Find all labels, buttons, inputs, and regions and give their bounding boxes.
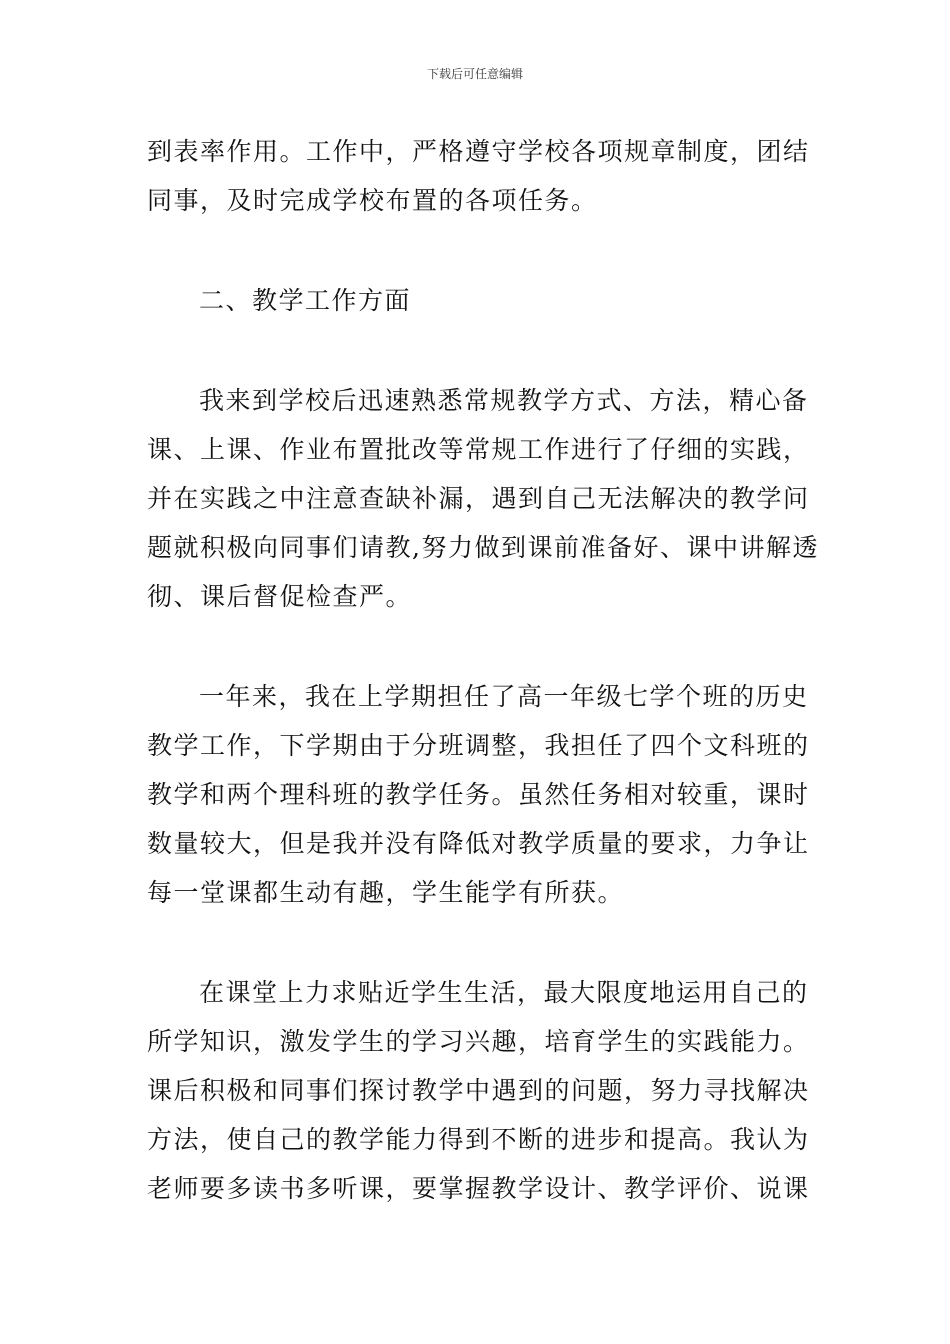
text-line: 一年来，我在上学期担任了高一年级七学个班的历史: [199, 682, 809, 711]
text-line: 同事，及时完成学校布置的各项任务。: [147, 186, 598, 215]
text-line: 教学和两个理科班的教学任务。虽然任务相对较重，课时: [147, 780, 810, 809]
paragraph-5: [147, 968, 810, 1213]
text-line: 题就积极向同事们请教,努力做到课前准备好、课中讲解透: [147, 533, 819, 562]
text-line: 老师要多读书多听课，要掌握教学设计、教学评价、说课: [147, 1174, 810, 1203]
heading-line: 二、教学工作方面: [199, 286, 412, 315]
text-line: 每一堂课都生动有趣，学生能学有所获。: [147, 878, 625, 907]
text-line: 课后积极和同事们探讨教学中遇到的问题，努力寻找解决: [147, 1076, 810, 1105]
page-header: 下载后可任意编辑: [426, 67, 523, 81]
text-line: 数量较大，但是我并没有降低对教学质量的要求，力争让: [147, 829, 810, 858]
text-line: 到表率作用。工作中，严格遵守学校各项规章制度，团结: [147, 137, 810, 166]
text-line: 彻、课后督促检查严。: [147, 582, 413, 611]
text-line: 并在实践之中注意查缺补漏，遇到自己无法解决的教学问: [147, 484, 810, 513]
text-line: 在课堂上力求贴近学生生活，最大限度地运用自己的: [199, 978, 809, 1007]
paragraph-3: [147, 376, 819, 621]
text-line: 教学工作，下学期由于分班调整，我担任了四个文科班的: [147, 731, 810, 760]
section-heading: [147, 276, 807, 325]
text-line: 课、上课、作业布置批改等常规工作进行了仔细的实践，: [147, 435, 810, 464]
text-line: 所学知识，激发学生的学习兴趣，培育学生的实践能力。: [147, 1027, 810, 1056]
document-body: [147, 127, 819, 1213]
paragraph-1: [147, 127, 810, 225]
text-line: 我来到学校后迅速熟悉常规教学方式、方法，精心备: [199, 386, 809, 415]
text-line: 方法，使自己的教学能力得到不断的进步和提高。我认为: [147, 1125, 810, 1154]
paragraph-4: [147, 672, 810, 917]
